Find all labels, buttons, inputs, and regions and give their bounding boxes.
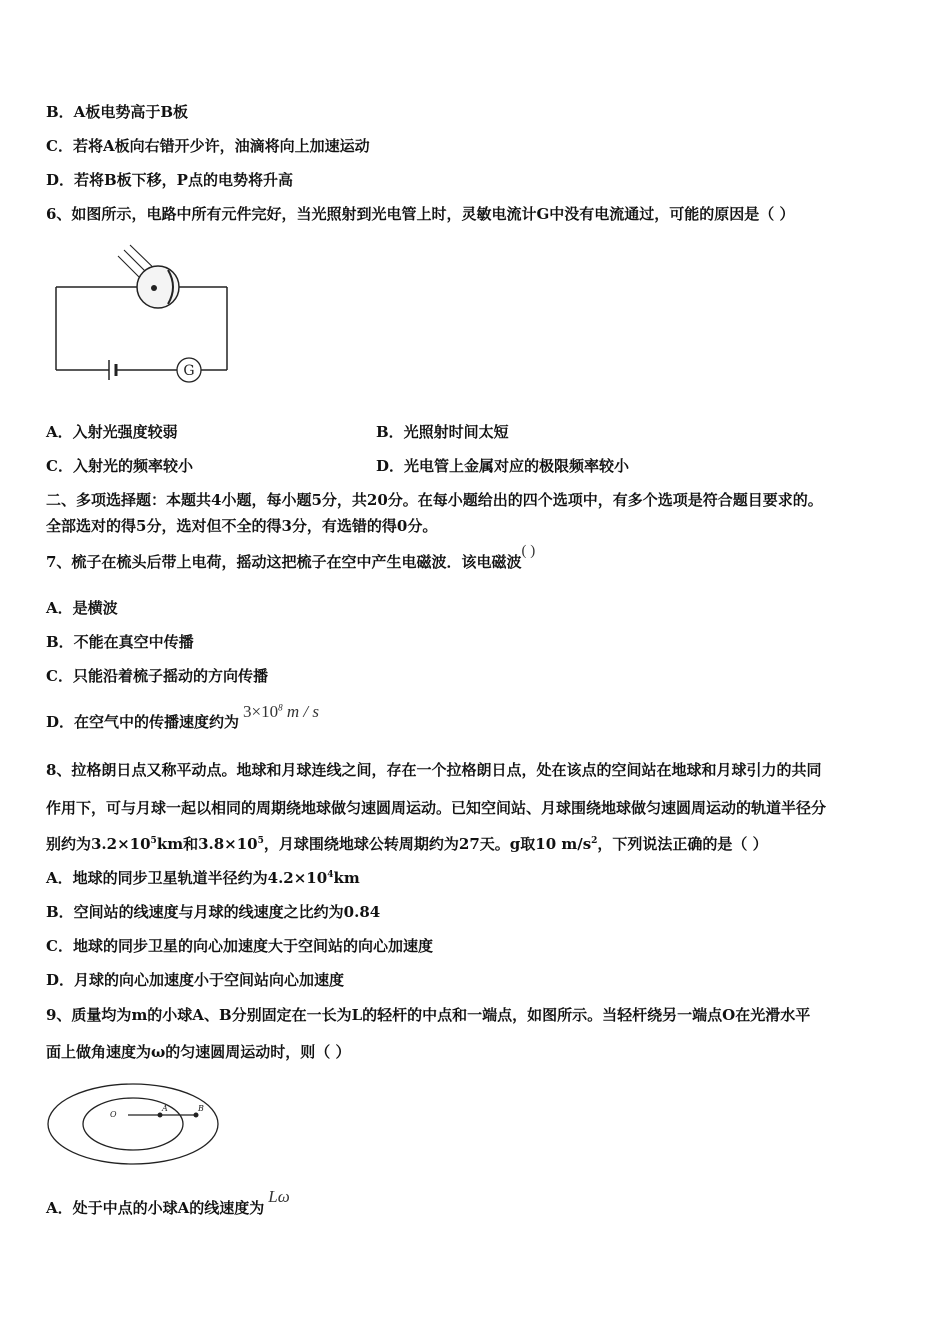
q8-stem-line1: 8、拉格朗日点又称平动点。地球和月球连线之间，存在一个拉格朗日点，处在该点的空间站在地球和月球引力的共同: [46, 761, 822, 779]
q6-option-d: D．光电管上金属对应的极限频率较小: [376, 457, 630, 475]
q9-option-a: A．处于中点的小球A的线速度为Lω: [46, 1187, 290, 1217]
section2-heading-line2: 全部选对的得5分，选对但不全的得3分，有选错的得0分。: [46, 517, 438, 535]
q6-option-b: B．光照射时间太短: [376, 423, 509, 441]
q8-option-a: A．地球的同步卫星轨道半径约为$4.2\times 10^4km$: [46, 869, 360, 887]
q9-stem-line2: 面上做角速度为ω的匀速圆周运动时，则（ ）: [46, 1043, 351, 1061]
label-a: A: [162, 1104, 168, 1113]
q7-option-a: A．是横波: [46, 599, 118, 617]
label-b: B: [198, 1104, 204, 1113]
q7-option-c: C．只能沿着梳子摇动的方向传播: [46, 667, 268, 685]
q9-stem-line1: 9、质量均为m的小球A、B分别固定在一长为L的轻杆的中点和一端点，如图所示。当轻杆绕另一端点O在光滑水平: [46, 1006, 811, 1024]
galvanometer-label: G: [183, 363, 195, 379]
ball-a: [158, 1113, 163, 1118]
q6-option-c: C．入射光的频率较小: [46, 457, 193, 475]
q7-answer-paren: ( ): [521, 543, 536, 559]
q7-option-d: [46, 702, 319, 732]
battery: [109, 360, 116, 380]
q8-stem-line3: 别约为$3.2\times 10^5km$和$3.8\times 10^5$，月球围绕地球公转周期约为27天。g取10 $m/s^2$，下列说法正确的是（ ）: [46, 835, 768, 853]
q9-velocity-formula: Lω: [268, 1187, 290, 1206]
q9-rotation-figure: [44, 1080, 224, 1170]
q5-option-c: C．若将A板向右错开少许，油滴将向上加速运动: [46, 137, 370, 155]
inner-orbit: [83, 1098, 183, 1150]
q8-option-d: D．月球的向心加速度小于空间站向心加速度: [46, 971, 345, 989]
q5-option-d: D．若将B板下移，P点的电势将升高: [46, 171, 293, 189]
section2-heading-line1: 二、多项选择题：本题共4小题，每小题5分，共20分。在每小题给出的四个选项中，有多个选项是符合题目要求的。: [46, 491, 823, 509]
q6-circuit-figure: [50, 244, 235, 384]
q7-stem: [46, 543, 536, 573]
q8-stem-line2: 作用下，可与月球一起以相同的周期绕地球做匀速圆周运动。已知空间站、月球围绕地球做匀速圆周运动的轨道半径分: [46, 799, 827, 817]
q7-stem-text: 7、梳子在梳头后带上电荷，摇动这把梳子在空中产生电磁波．该电磁波: [46, 553, 522, 571]
q6-stem: 6、如图所示，电路中所有元件完好，当光照射到光电管上时，灵敏电流计G中没有电流通过，可能的原因是（ ）: [46, 205, 795, 223]
q5-option-b: B．A板电势高于B板: [46, 103, 188, 121]
phototube: [137, 266, 179, 308]
outer-orbit: [48, 1084, 218, 1164]
q7-option-b: B．不能在真空中传播: [46, 633, 194, 651]
label-o: O: [110, 1110, 117, 1119]
ball-b: [194, 1113, 199, 1118]
q8-option-c: C．地球的同步卫星的向心加速度大于空间站的向心加速度: [46, 937, 433, 955]
q7-speed-formula: $3\times 10^8$ m / s: [243, 702, 319, 721]
q8-option-b: B．空间站的线速度与月球的线速度之比约为0.84: [46, 903, 381, 921]
q7-option-d-text: D．在空气中的传播速度约为: [46, 713, 240, 731]
q6-option-a: A．入射光强度较弱: [46, 423, 178, 441]
